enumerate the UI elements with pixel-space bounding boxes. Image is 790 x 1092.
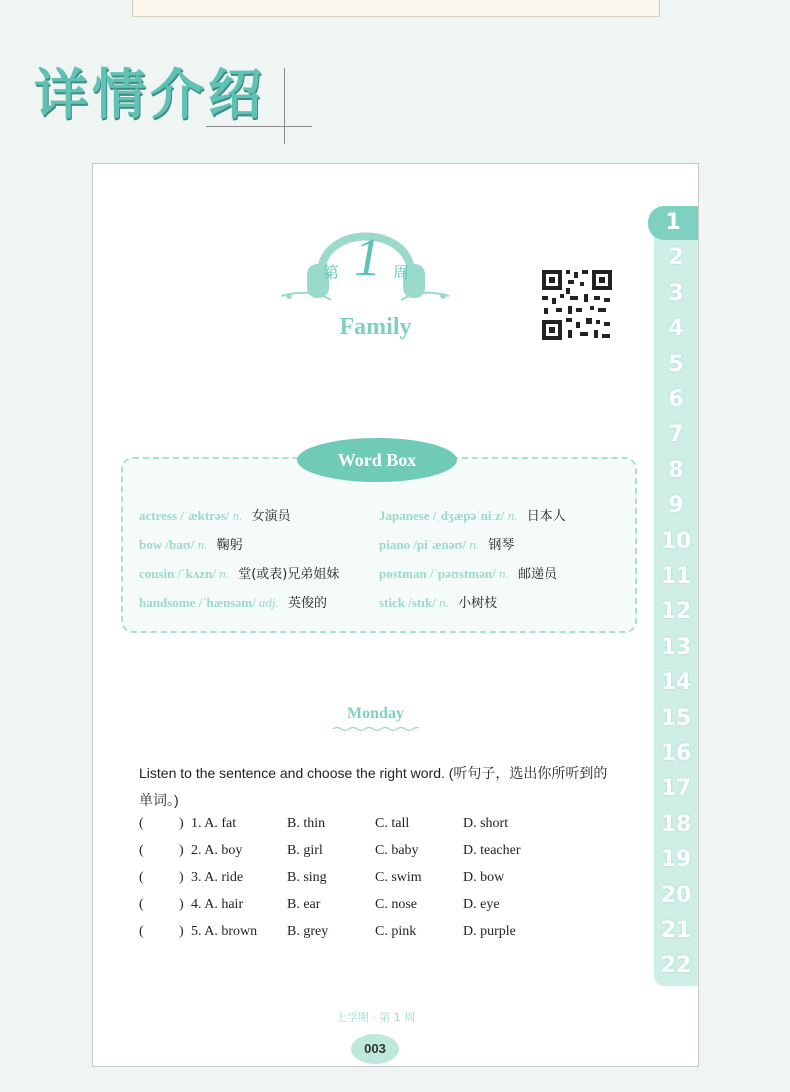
- option-b: B. ear: [287, 897, 321, 912]
- week-tab-3[interactable]: 3: [668, 280, 684, 306]
- option-b: B. girl: [287, 843, 323, 858]
- option-d: D. teacher: [463, 843, 521, 858]
- word-entry: [139, 534, 243, 553]
- week-tab-19[interactable]: 19: [660, 847, 692, 873]
- word-meaning: 钢琴: [488, 538, 515, 553]
- option-b: B. sing: [287, 870, 327, 885]
- word-meaning: 小树枝: [458, 596, 498, 611]
- word-pos: n.: [219, 566, 229, 581]
- answer-blank-close: ): [179, 897, 184, 912]
- word-text: bow /baʊ/: [139, 537, 195, 552]
- week-tab-21[interactable]: 21: [660, 918, 692, 943]
- week-tabs: [654, 206, 698, 986]
- word-meaning: 堂(或表)兄弟姐妹: [238, 567, 340, 582]
- answer-blank-open[interactable]: (: [139, 816, 144, 831]
- week-prefix: 第: [323, 263, 340, 282]
- word-text: handsome /ˈhænsəm/: [139, 595, 256, 610]
- option-c: C. pink: [375, 924, 417, 939]
- word-entry: [379, 505, 566, 524]
- title-divider-vertical: [284, 68, 285, 144]
- week-tab-18[interactable]: 18: [660, 811, 692, 837]
- day-title: Monday: [347, 705, 404, 722]
- word-pos: n.: [507, 508, 518, 523]
- word-text: stick /stɪk/: [379, 595, 436, 610]
- word-text: Japanese /ˌdʒæpəˈniːz/: [379, 508, 505, 523]
- option-c: C. nose: [375, 897, 417, 912]
- qr-code[interactable]: [540, 268, 614, 342]
- word-box-label: Word Box: [297, 438, 457, 482]
- week-tab-13[interactable]: 13: [660, 634, 692, 660]
- option-a: 4. A. hair: [191, 897, 244, 912]
- answer-blank-open[interactable]: (: [139, 924, 144, 939]
- book-page: [92, 163, 699, 1067]
- word-meaning: 邮递员: [517, 567, 557, 582]
- week-tab-15[interactable]: 15: [660, 705, 692, 731]
- word-text: postman /ˈpəʊstmən/: [379, 566, 496, 581]
- week-tab-11[interactable]: 11: [660, 564, 692, 589]
- option-c: C. tall: [375, 816, 410, 831]
- word-text: piano /piˈænəʊ/: [379, 537, 467, 552]
- week-tab-2[interactable]: 2: [668, 245, 684, 271]
- option-b: B. thin: [287, 816, 326, 831]
- previous-image-strip: [132, 0, 660, 17]
- week-suffix: 周: [393, 263, 410, 282]
- week-tab-20[interactable]: 20: [660, 882, 692, 908]
- week-tab-7[interactable]: 7: [668, 422, 684, 448]
- week-tab-8[interactable]: 8: [668, 457, 684, 483]
- week-tab-6[interactable]: 6: [668, 387, 684, 412]
- week-tab-4[interactable]: 4: [668, 316, 684, 342]
- option-d: D. purple: [463, 924, 516, 939]
- week-tab-5[interactable]: 5: [668, 351, 684, 377]
- word-meaning: 鞠躬: [216, 538, 243, 553]
- week-tab-16[interactable]: 16: [660, 741, 692, 766]
- running-head: 上学期 · 第 1 周: [335, 1011, 416, 1024]
- word-pos: n.: [439, 595, 449, 610]
- word-pos: adj.: [258, 595, 279, 610]
- unit-title: Family: [339, 314, 412, 340]
- week-tab-9[interactable]: 9: [668, 493, 684, 519]
- option-c: C. baby: [375, 843, 419, 858]
- word-pos: n.: [197, 537, 208, 552]
- option-a: 1. A. fat: [191, 816, 237, 831]
- option-a: 5. A. brown: [191, 924, 258, 939]
- week-tab-22[interactable]: 22: [660, 953, 692, 979]
- qr-code-icon: [540, 268, 614, 342]
- word-meaning: 女演员: [251, 509, 291, 524]
- word-meaning: 日本人: [526, 509, 566, 524]
- word-text: cousin /ˈkʌzn/: [139, 566, 216, 581]
- title-divider-horizontal: [206, 126, 312, 127]
- section-title: 详情介绍: [34, 63, 266, 126]
- option-d: D. eye: [463, 897, 500, 912]
- word-entry: [139, 505, 291, 524]
- answer-blank-open[interactable]: (: [139, 897, 144, 912]
- answer-blank-close: ): [179, 816, 184, 831]
- option-a: 3. A. ride: [191, 870, 244, 885]
- option-c: C. swim: [375, 870, 422, 885]
- word-pos: n.: [498, 566, 509, 581]
- option-b: B. grey: [287, 924, 329, 939]
- word-box: [121, 457, 637, 633]
- word-meaning: 英俊的: [288, 596, 328, 611]
- answer-blank-close: ): [179, 843, 184, 858]
- option-d: D. short: [463, 816, 509, 831]
- option-d: D. bow: [463, 870, 505, 885]
- answer-blank-close: ): [179, 870, 184, 885]
- word-entry: [139, 592, 327, 611]
- answer-blank-open[interactable]: (: [139, 843, 144, 858]
- word-entry: [379, 534, 514, 553]
- answer-blank-close: ): [179, 924, 184, 939]
- week-tab-1[interactable]: 1: [648, 206, 698, 240]
- page-number: 003: [351, 1034, 399, 1064]
- week-emblem: [281, 204, 451, 314]
- week-tab-14[interactable]: 14: [660, 670, 692, 696]
- answer-blank-open[interactable]: (: [139, 870, 144, 885]
- word-entry: [139, 563, 339, 582]
- word-pos: n.: [469, 537, 480, 552]
- exercise-instruction: Listen to the sentence and choose the right word. (听句子，选出你所听到的单词。): [139, 765, 608, 808]
- word-text: actress /ˈæktrəs/: [139, 508, 230, 523]
- week-tab-10[interactable]: 10: [660, 528, 692, 554]
- week-tab-17[interactable]: 17: [660, 776, 692, 802]
- word-entry: [379, 563, 557, 582]
- week-number: 1: [354, 227, 381, 287]
- word-pos: n.: [232, 508, 243, 523]
- week-tab-12[interactable]: 12: [660, 599, 692, 625]
- option-a: 2. A. boy: [191, 843, 243, 858]
- wave-divider-icon: [333, 726, 419, 732]
- word-entry: [379, 592, 497, 611]
